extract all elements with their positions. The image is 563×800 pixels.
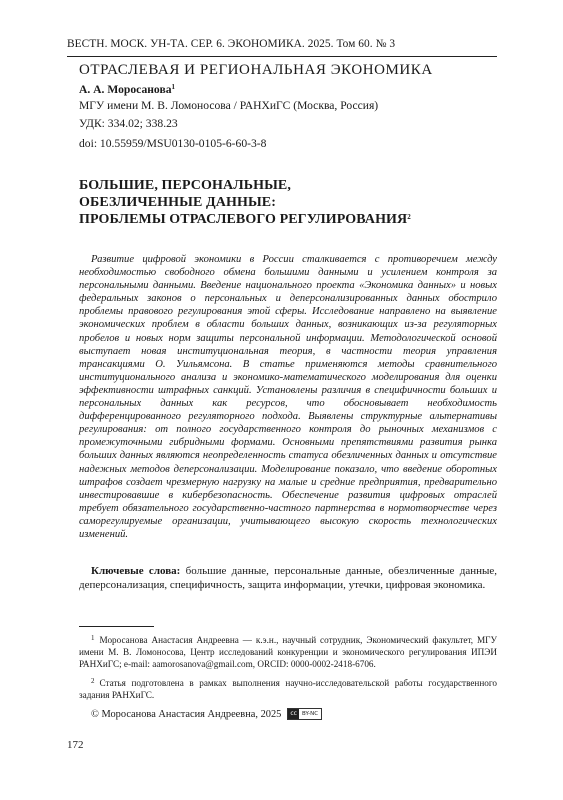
author-note-mark: 1 <box>171 83 176 91</box>
title-line <box>79 211 497 228</box>
title-line: БОЛЬШИЕ, ПЕРСОНАЛЬНЫЕ, <box>79 178 291 193</box>
copyright-text: © Моросанова Анастасия Андреевна, 2025 <box>91 708 282 720</box>
abstract: Развитие цифровой экономики в России сталкивается с противоречием между необходимостью свободного обмена большими данными и усилением контроля за персональными данными. Введение национального проекта «Экономика данных» и новых федеральных законов о персональных и деперсонализированных данных обострило проблемы правового регулирования этой сферы. Исследование направлено на выявление экономических проблем в области больших данных, возникающих из-за регуляторных пробелов и новых норм защиты персональной информации. Методологической основой выступает новая институциональная теория, в частности теория управления трансакциями О. Уильямсона. В статье применяются методы сравнительного институционального анализа и экономико-математического моделирования для оценки эффективности штрафных санкций. Установлены различия в специфичности больших и персональных данных как ресурсов, что обосновывает необходимость дифференцированного регуляторного подхода. Выявлены структурные альтернативы регулирования: от полного государственного контроля до рыночных механизмов с промежуточными гибридными формами. Основными препятствиями развития рынка больших данных являются неопределенность статуса обезличенных данных и отсутствие надежных методов деперсонализации. Моделирование показало, что введение оборотных штрафов создает чрезмерную нагрузку на малые и средние предприятия, предварительно инвестировавшие в кибербезопасность. Обеспечение развития цифровых отраслей требует обязательного государственно-частного партнерства в нормотворчестве через саморегулируемые организации, учитывающего высокую скорость технологических изменений. <box>79 254 497 540</box>
footnote-item <box>79 634 497 671</box>
title-note-mark: 2 <box>407 213 411 221</box>
article-title <box>79 177 497 228</box>
article-page <box>67 0 497 800</box>
title-line: ОБЕЗЛИЧЕННЫЕ ДАННЫЕ: <box>79 195 276 210</box>
keywords-text: большие данные, персональные данные, обезличенные данные, деперсонализация, специфичность, защита информации, утечки, цифровая экономика. <box>79 565 498 591</box>
journal-header: ВЕСТН. МОСК. УН-ТА. СЕР. 6. ЭКОНОМИКА. 2025. Том 60. № 3 <box>67 38 396 50</box>
author-name: А. А. Моросанова <box>79 83 172 96</box>
footnote-item <box>79 677 497 701</box>
footnote-text: Статья подготовлена в рамках выполнения научно-исследовательской работы государственного задания РАНХиГС. <box>79 677 497 700</box>
title-line-text: ПРОБЛЕМЫ ОТРАСЛЕВОГО РЕГУЛИРОВАНИЯ <box>79 212 408 227</box>
page-number: 172 <box>67 739 84 751</box>
license-label: BY-NC <box>301 711 319 717</box>
affiliation: МГУ имени М. В. Ломоносова / РАНХиГС (Москва, Россия) <box>79 99 379 112</box>
footnote-mark: 1 <box>91 634 95 642</box>
keywords-label: Ключевые слова: <box>91 565 181 577</box>
udc-code: УДК: 334.02; 338.23 <box>79 117 178 130</box>
cc-license-badge[interactable] <box>287 708 322 720</box>
cc-logo-icon: cc <box>290 710 297 717</box>
keywords <box>79 565 497 592</box>
header-rule <box>67 56 497 57</box>
author-line <box>79 82 497 97</box>
footnotes <box>79 634 497 707</box>
footnote-rule <box>79 626 154 627</box>
footnote-text: Моросанова Анастасия Андреевна — к.э.н., научный сотрудник, Экономический факультет, МГУ имени М. В. Ломоносова, Центр исследований конкуренции и экономического регулирования ИПЭИ РАНХиГС; e-mail: aamorosanova@gmail.com, ORCID: 0000-0002-2418-6706. <box>79 635 497 670</box>
copyright-line <box>91 708 497 720</box>
doi-link[interactable]: doi: 10.55959/MSU0130-0105-6-60-3-8 <box>79 137 267 150</box>
footnote-mark: 2 <box>91 676 95 685</box>
section-title: ОТРАСЛЕВАЯ И РЕГИОНАЛЬНАЯ ЭКОНОМИКА <box>79 62 433 78</box>
